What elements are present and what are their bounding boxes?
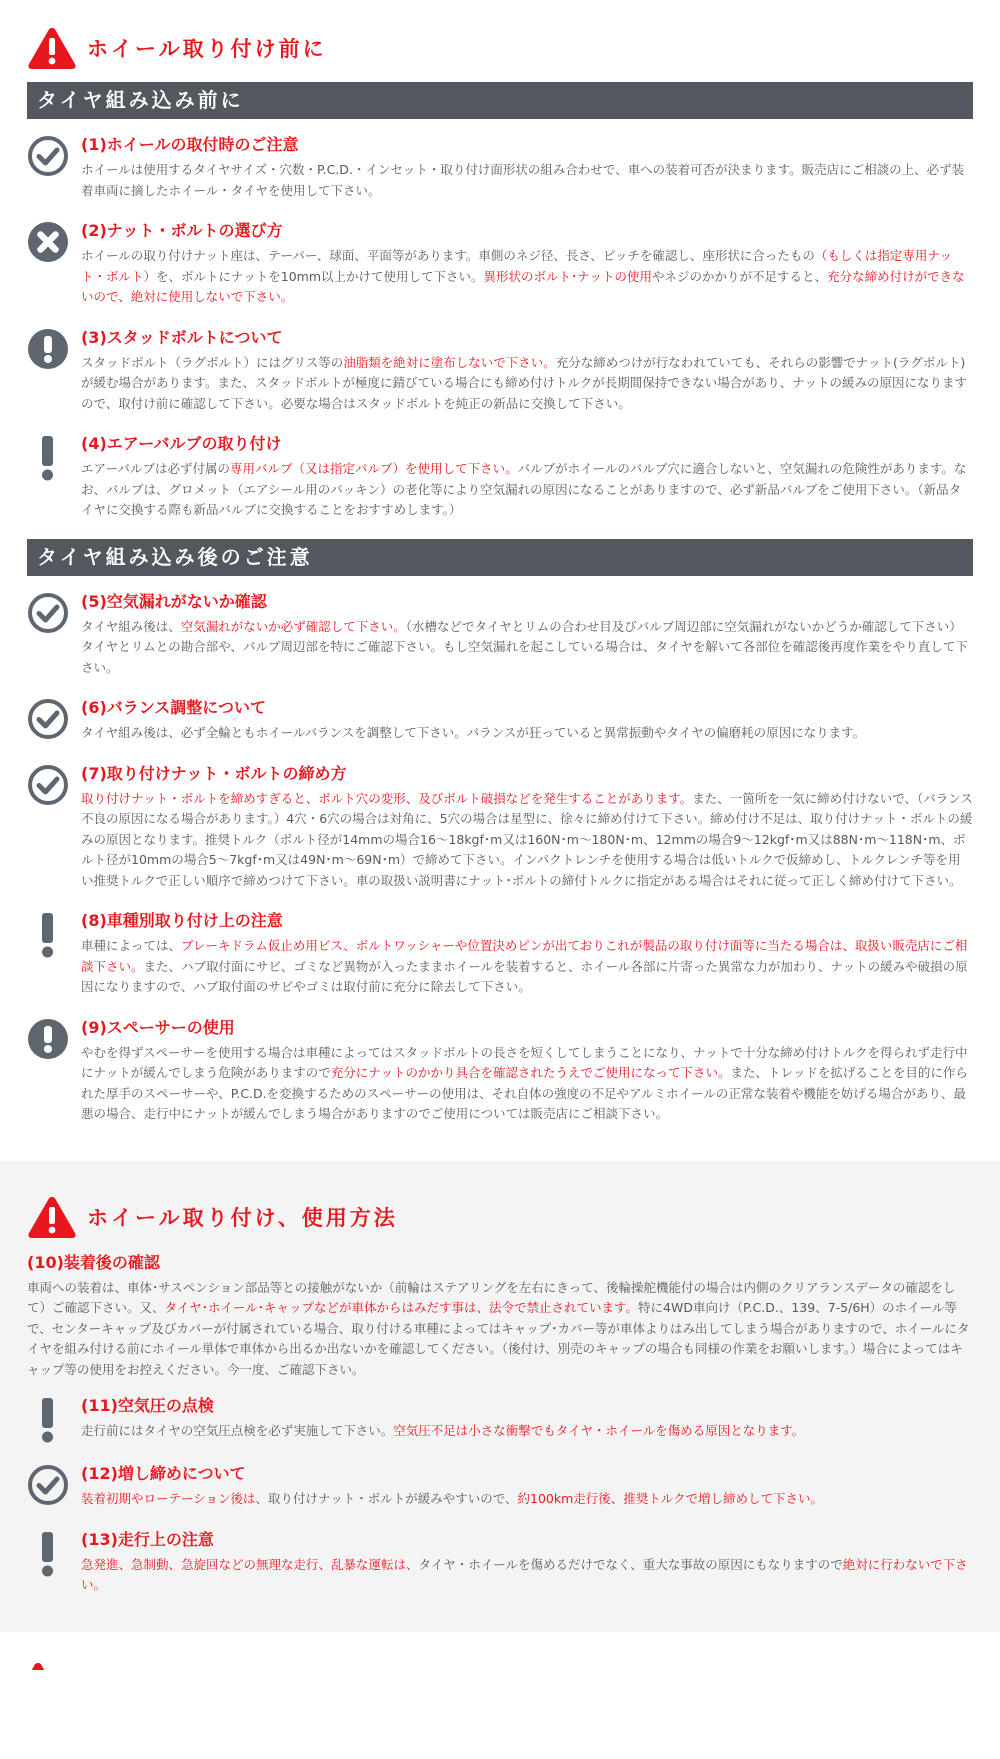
emphasis-text: 充分な締め付けができないので、絶対に使用しないで下さい。 [81, 268, 965, 304]
body-text: 、タイヤ・ホイールを傷めるだけでなく、重大な事故の原因にもなりますので [406, 1556, 843, 1572]
notice-item-7 [27, 762, 973, 892]
notice-item-5 [27, 590, 973, 679]
notice-title: (11)空気圧の点検 [81, 1396, 214, 1415]
notice-title: (7)取り付けナット・ボルトの締め方 [81, 763, 347, 783]
emphasis-text: 空気圧不足は小さな衝撃でもタイヤ・ホイールを傷める原因となります。 [393, 1423, 805, 1438]
section-heading-text: ホイール取り付け前に [87, 37, 327, 61]
notice-item-9 [27, 1016, 973, 1125]
emphasis-text: タイヤ･ホイール･キャップなどが車体からはみだす事は、法令で禁止されています。 [164, 1300, 639, 1315]
notice-item-3 [27, 326, 973, 415]
notice-title: (12)増し締めについて [81, 1464, 246, 1483]
notice-item-13 [27, 1528, 973, 1596]
notice-body [81, 723, 973, 744]
section-heading [27, 1193, 973, 1241]
notice-title: (9)スペーサーの使用 [81, 1017, 235, 1037]
body-text: また、トレッドを拡げることを目的に作られた厚手のスペーサーや、P.C.D.を変換するためのスペーサーの使用は、それ自体の強度の不足やアルミホイールの正常な装着や機能を妨げる場合があり、最悪の場合、走行中にナットが緩んでしまう場合がありますのでご使用については販売店にご相談下さい。 [81, 1065, 968, 1121]
notice-body [81, 789, 973, 892]
notice-body [81, 936, 973, 998]
emphasis-text: ブレーキドラム仮止め用ビス、ボルトワッシャーや位置決めピンが出ておりこれが製品の取り付け面等に当たる場合は、取扱い販売店にご相談下さい。 [81, 938, 968, 974]
emphasis-text: 約100km走行後、推奨トルクで増し締めして下さい。 [517, 1491, 824, 1506]
check-circle-icon [27, 764, 69, 806]
notice-title: (6)バランス調整について [81, 698, 266, 717]
notice-body [81, 1043, 973, 1125]
exclamation-mark-icon [27, 1396, 69, 1444]
notice-body [81, 246, 973, 308]
body-text: ホイールの取り付けナット座は、テーパー、球面、平面等があります。車側のネジ径、長さ、ピッチを確認し、座形状に合ったもの [81, 248, 815, 263]
section-heading-text: ホイール取り付け、使用方法 [87, 1205, 398, 1230]
exclamation-mark-icon [27, 1530, 69, 1578]
check-circle-icon [27, 135, 69, 177]
check-circle-icon [27, 698, 69, 740]
body-text: スタッドボルト（ラグボルト）にはグリス等の [81, 354, 344, 370]
notice-item-6 [27, 696, 973, 744]
emphasis-text: 装着初期やローテーション後は [81, 1491, 256, 1506]
notice-title: (3)スタッドボルトについて [81, 327, 283, 347]
warning-triangle-icon [27, 1194, 77, 1240]
band-after-tire-mount: タイヤ組み込み後のご注意 [27, 539, 973, 576]
emphasis-text: 絶対に行わないで下さい。 [81, 1556, 968, 1592]
notice-body [81, 1489, 973, 1510]
body-text: また、一箇所を一気に締め付けないで、（バランス不良の原因になる場合があります。）4穴・6穴の場合は対角に、5穴の場合は星型に、徐々に締め付けて下さい。締め付け不足は、取り付けナット・ボルトの緩みの原因となります。推奨トルク（ボルト径が14mmの場合16～18kgf･m又は160N･m～180N･m、12mmの場合9～12kgf･m又は88N･m～118N･m、ボルト径が10mmの場合5～7kgf･m又は49N･m～69N･m）で締めて下さい。インパクトレンチを使用する場合は低いトルクで仮締めし、トルクレンチ等を用い推奨トルクで正しい順序で締めつけて下さい。車の取扱い説明書にナット･ボルトの締付トルクに指定がある場合はそれに従って正しく締め付けて下さい。 [81, 790, 973, 888]
emphasis-text: 充分にナットのかかり具合を確認されたうえでご使用になって下さい。 [330, 1065, 731, 1080]
emphasis-text: 油脂類を絶対に塗布しないで下さい。 [343, 354, 556, 370]
notice-item-2 [27, 219, 973, 308]
body-text: を、ボルトにナットを10mm以上かけて使用して下さい。 [156, 268, 484, 284]
body-text: やむを得ずスペーサーを使用する場合は車種によってはスタッドボルトの長さを短くしてしまうことになり、ナットで十分な締め付けトルクを得られず走行中にナットが緩んでしまう危険がありますので [81, 1044, 968, 1080]
notice-title: (4)エアーバルブの取り付け [81, 434, 282, 453]
exclamation-mark-icon [27, 911, 69, 959]
body-text: バルブがホイールのバルブ穴に適合しないと、空気漏れの危険性があります。なお、バルブは、グロメット（エアシール用のパッキン）の老化等により空気漏れの原因になることがありますので、必ず新品バルブをご使用下さい。（新品タイヤに交換する際も新品バルブに交換することをおすすめします。） [81, 461, 967, 517]
body-text: タイヤ組み後は、必ず全輪ともホイールバランスを調整して下さい。バランスが狂っていると異常振動やタイヤの偏磨耗の原因になります。 [81, 725, 866, 740]
notice-item-1 [27, 133, 973, 201]
body-text: 車両への装着は、車体･サスペンション部品等との接触がないか（前輪はステアリングを左右にきって、後輪操舵機能付の場合は内側のクリアランスデータの確認をして）ご確認下さい。又、 [27, 1279, 956, 1315]
exclamation-mark-icon [27, 434, 69, 482]
notice-body [81, 1421, 973, 1442]
next-section-peek [0, 1632, 1000, 1669]
section-heading [27, 24, 973, 72]
x-circle-icon [27, 221, 69, 263]
notice-item-4 [27, 432, 973, 521]
exclamation-circle-icon [27, 328, 69, 370]
notice-item-12 [27, 1462, 973, 1510]
emphasis-text: 取り付けナット・ボルトを締めすぎると、ボルト穴の変形、及びボルト破損などを発生することがあります。 [81, 790, 693, 806]
body-text: ホイールは使用するタイヤサイズ・穴数・P.C.D.・インセット・取り付け面形状の組み合わせで、車への装着可否が決まります。販売店にご相談の上、必ず装着車両に摘したホイール・タイヤを使用して下さい。 [81, 162, 965, 198]
exclamation-circle-icon [27, 1018, 69, 1060]
notice-body [81, 160, 973, 201]
notice-title: (8)車種別取り付け上の注意 [81, 911, 283, 930]
emphasis-text: （もしくは指定専用ナット・ボルト） [81, 248, 953, 284]
emphasis-text: 異形状のボルト･ナットの使用 [483, 268, 653, 284]
warning-triangle-icon [30, 1660, 46, 1670]
emphasis-text: 専用バルブ（又は指定バルブ）を使用して下さい。 [230, 461, 518, 476]
notice-item-11 [27, 1394, 973, 1444]
notice-title: (2)ナット・ボルトの選び方 [81, 221, 283, 240]
notice-body [81, 617, 973, 679]
emphasis-text: 空気漏れがないか必ず確認して下さい。 [180, 618, 406, 634]
notice-body [81, 353, 973, 415]
notice-body [81, 1555, 973, 1596]
check-circle-icon [27, 592, 69, 634]
body-text: エアーバルブは必ず付属の [81, 461, 231, 476]
notice-body [81, 459, 973, 521]
band-before-tire-mount: タイヤ組み込み前に [27, 82, 973, 119]
body-text: また、ハブ取付面にサビ、ゴミなど異物が入ったままホイールを装着すると、ホイール各部に片寄った異常な力が加わり、ナットの緩みや破損の原因になりますので、ハブ取付面のサビやゴミは取付前に充分に除去して下さい。 [81, 958, 968, 994]
body-text: 車種によっては、 [81, 938, 182, 953]
notice-title: (13)走行上の注意 [81, 1529, 214, 1549]
notice-title: (1)ホイールの取付時のご注意 [81, 135, 299, 154]
body-text: （水槽などでタイヤとリムの合わせ目及びバルブ周辺部に空気漏れがないかどうか確認して下さい）タイヤとリムとの勘合部や、バルブ周辺部を特にご確認下さい。もし空気漏れを起こしている場合は、タイヤを解いて各部位を確認後再度作業をやり直して下さい。 [81, 618, 968, 675]
body-text: 特に4WD車向け（P.C.D.、139、7-5/6H）のホイール等で、センターキャップ及びカバーが付属されている場合、取り付ける車種によってはキャップ･カバー等が車体よりはみ出してしまう場合がありますので、ホイールにタイヤを組み付ける前にホイール単体で車体から出るか出ないかを確認してください。（後付け、別売のキャップの場合も同様の作業をお願いします。）場合によってはキャップ等の使用をお控えください。今一度、ご確認下さい。 [27, 1300, 970, 1377]
body-text: 、取り付けナット・ボルトが緩みやすいので、 [255, 1491, 518, 1506]
emphasis-text: 急発進、急制動、急旋回などの無理な走行、乱暴な運転は [81, 1556, 407, 1572]
notice-title: (5)空気漏れがないか確認 [81, 591, 267, 611]
notice-body [27, 1278, 973, 1381]
body-text: やネジのかかりが不足すると、 [652, 268, 828, 284]
warning-triangle-icon [27, 25, 77, 71]
check-circle-icon [27, 1464, 69, 1506]
notice-title: (10)装着後の確認 [27, 1252, 160, 1272]
body-text: 走行前にはタイヤの空気圧点検を必ず実施して下さい。 [81, 1423, 394, 1438]
body-text: 充分な締めつけが行なわれていても、それらの影響でナット(ラグボルト)が緩む場合があります。また、スタッドボルトが極度に錆びている場合にも締め付けトルクが長期間保持できない場合があり、ナットの緩みの原因になりますので、取付け前に確認して下さい。必要な場合はスタッドボルトを純正の新品に交換して下さい。 [81, 354, 968, 411]
notice-item-8 [27, 909, 973, 998]
notice-item-10 [27, 1251, 973, 1381]
section-install-usage [0, 1161, 1000, 1632]
body-text: タイヤ組み後は、 [81, 618, 181, 634]
